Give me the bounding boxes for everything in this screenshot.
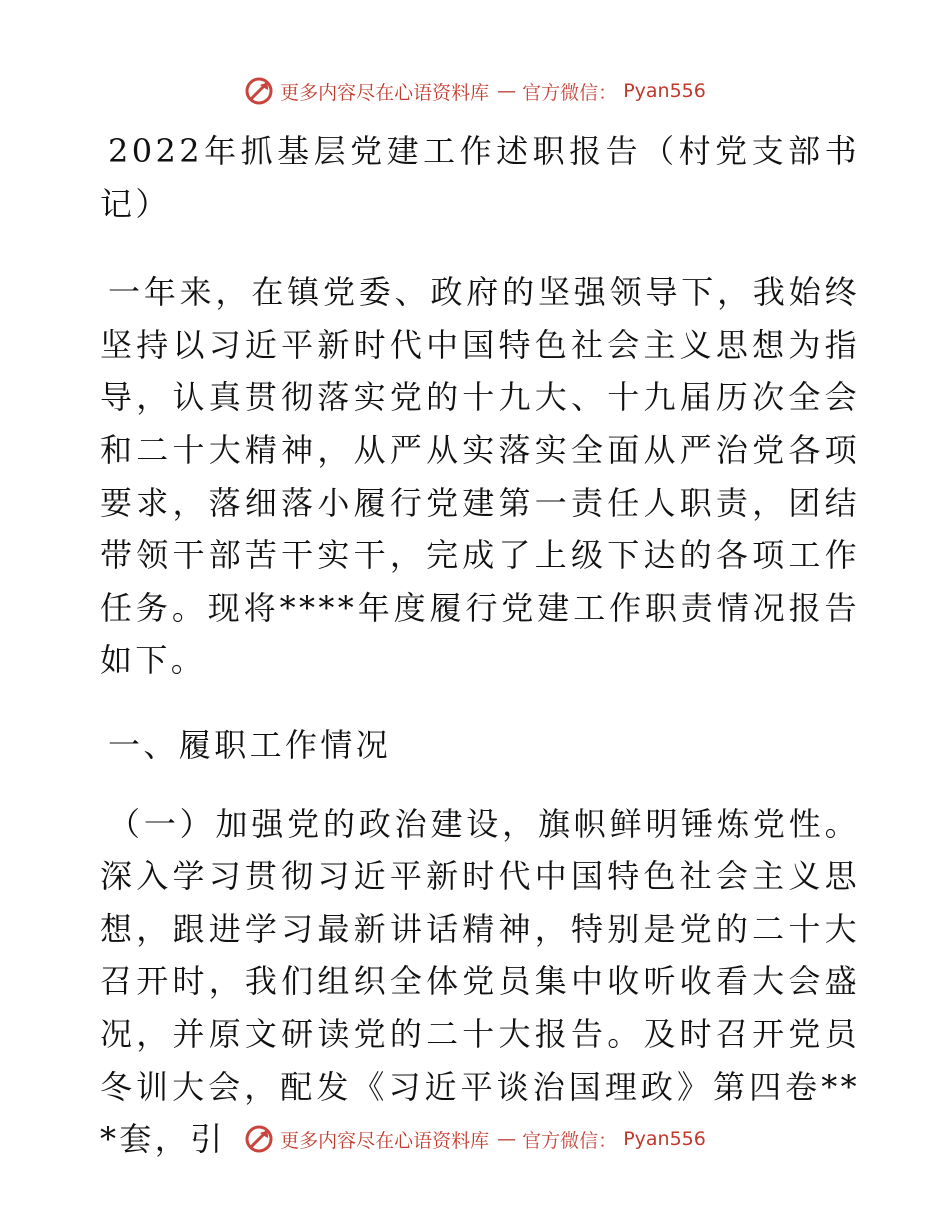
document-body: [100, 125, 860, 1166]
watermark-site-text: 更多内容尽在心语资料库: [280, 1129, 490, 1152]
watermark-contact-id: Pyan556: [623, 1128, 706, 1150]
quill-logo-icon: [244, 1124, 274, 1154]
watermark-separator: —: [497, 80, 517, 102]
quill-logo-icon: [244, 76, 274, 106]
watermark-header: [0, 76, 950, 106]
watermark-footer: [0, 1124, 950, 1154]
watermark-site-text: 更多内容尽在心语资料库: [280, 81, 490, 104]
watermark-separator: —: [497, 1128, 517, 1150]
intro-paragraph: 一年来，在镇党委、政府的坚强领导下，我始终坚持以习近平新时代中国特色社会主义思想为指导，认真贯彻落实党的十九大、十九届历次全会和二十大精神，从严从实落实全面从严治党各项要求，落细落小履行党建第一责任人职责，团结带领干部苦干实干，完成了上级下达的各项工作任务。现将****年度履行党建工作职责情况报告如下。: [100, 273, 860, 680]
watermark-contact-id: Pyan556: [623, 80, 706, 102]
subsection-paragraph: （一）加强党的政治建设，旗帜鲜明锤炼党性。深入学习贯彻习近平新时代中国特色社会主义思想，跟进学习最新讲话精神，特别是党的二十大召开时，我们组织全体党员集中收听收看大会盛况，并原文研读党的二十大报告。及时召开党员冬训大会，配发《习近平谈治国理政》第四卷***套，引: [100, 804, 860, 1159]
watermark-contact-label: 官方微信：: [522, 81, 618, 104]
document-title: 2022年抓基层党建工作述职报告（村党支部书记）: [100, 132, 860, 223]
watermark-contact-label: 官方微信：: [522, 1129, 618, 1152]
section-heading: 一、履职工作情况: [108, 725, 392, 764]
